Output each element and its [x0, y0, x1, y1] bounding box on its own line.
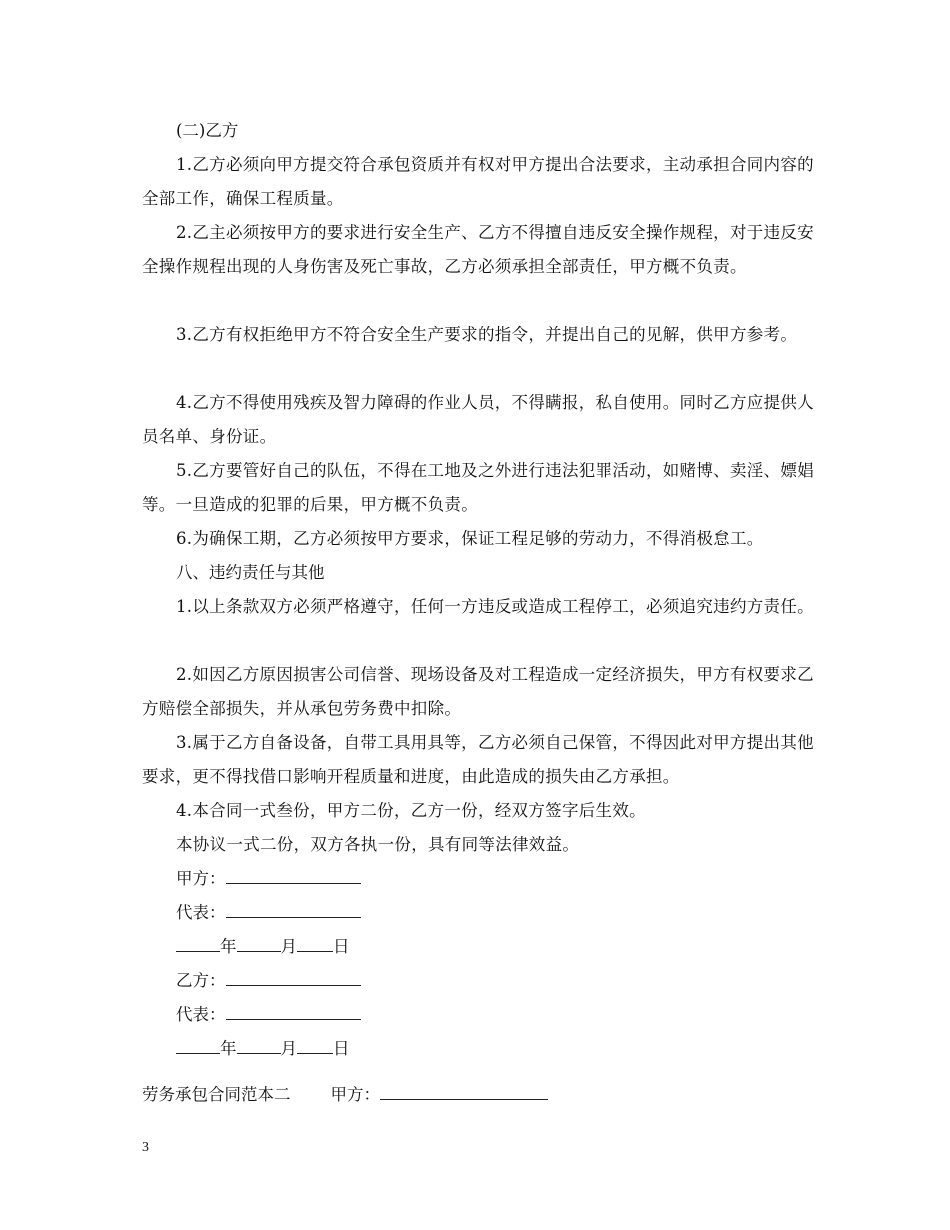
- rep-b-blank: [226, 1001, 361, 1020]
- clause-8-3: 3.属于乙方自备设备，自带工具用具等，乙方必须自己保管，不得因此对甲方提出其他要求，更不得找借口影响开程质量和进度，由此造成的损失由乙方承担。: [142, 733, 814, 786]
- next-party-a-blank: [380, 1081, 548, 1100]
- rep-label-b: 代表：: [176, 1005, 226, 1024]
- party-a-date-line: [176, 930, 350, 964]
- party-b-blank: [226, 967, 361, 986]
- year-blank: [176, 933, 220, 952]
- party-a-label: 甲方：: [176, 869, 226, 888]
- month-label-b: 月: [280, 1039, 297, 1058]
- page-number: 3: [142, 1140, 149, 1155]
- clause-8-1: 1.以上条款双方必须严格遵守，任何一方违反或造成工程停工，必须追究违约方责任。: [176, 597, 814, 616]
- clause-b-6: 6.为确保工期，乙方必须按甲方要求，保证工程足够的劳动力，不得消极怠工。: [176, 529, 764, 548]
- day-label: 日: [333, 937, 350, 956]
- rep-a-blank: [226, 899, 361, 918]
- clause-b-5: 5.乙方要管好自己的队伍，不得在工地及之外进行违法犯罪活动，如赌博、卖淫、嫖娼等。一旦造成的犯罪的后果，甲方概不负责。: [142, 461, 814, 514]
- agreement-note: 本协议一式二份，双方各执一份，具有同等法律效益。: [176, 835, 580, 854]
- party-b-date-line: [176, 1032, 350, 1066]
- party-a-blank: [226, 865, 361, 884]
- clause-b-4: 4.乙方不得使用残疾及智力障碍的作业人员，不得瞒报，私自使用。同时乙方应提供人员名单、身份证。: [142, 393, 814, 446]
- rep-label-a: 代表：: [176, 903, 226, 922]
- section-heading-party-b: (二)乙方: [176, 121, 239, 140]
- day-label-b: 日: [333, 1039, 350, 1058]
- month-blank: [237, 933, 281, 952]
- party-b-label: 乙方：: [176, 971, 226, 990]
- year-label: 年: [220, 937, 237, 956]
- next-contract-title: 劳务承包合同范本二: [142, 1085, 291, 1104]
- month-label: 月: [280, 937, 297, 956]
- clause-8-4: 4.本合同一式叁份，甲方二份，乙方一份，经双方签字后生效。: [176, 801, 646, 820]
- clause-b-2: 2.乙主必须按甲方的要求进行安全生产、乙方不得擅自违反安全操作规程，对于违反安全操作规程出现的人身伤害及死亡事故，乙方必须承担全部责任，甲方概不负责。: [142, 223, 814, 276]
- next-party-a-label: 甲方：: [330, 1085, 380, 1104]
- day-blank: [297, 933, 333, 952]
- year-label-b: 年: [220, 1039, 237, 1058]
- clause-b-3: 3.乙方有权拒绝甲方不符合安全生产要求的指令，并提出自己的见解，供甲方参考。: [176, 325, 798, 344]
- party-a-rep-line: [176, 896, 361, 930]
- month-blank-b: [237, 1035, 281, 1054]
- clause-8-2: 2.如因乙方原因损害公司信誉、现场设备及对工程造成一定经济损失，甲方有权要求乙方赔偿全部损失，并从承包劳务费中扣除。: [142, 665, 814, 718]
- year-blank-b: [176, 1035, 220, 1054]
- clause-b-1: 1.乙方必须向甲方提交符合承包资质并有权对甲方提出合法要求，主动承担合同内容的全部工作，确保工程质量。: [142, 155, 814, 208]
- day-blank-b: [297, 1035, 333, 1054]
- party-b-rep-line: [176, 998, 361, 1032]
- next-contract-line: [142, 1078, 548, 1112]
- party-b-signature-line: [176, 964, 361, 998]
- section-8-heading: 八、违约责任与其他: [176, 563, 325, 582]
- party-a-signature-line: [176, 862, 361, 896]
